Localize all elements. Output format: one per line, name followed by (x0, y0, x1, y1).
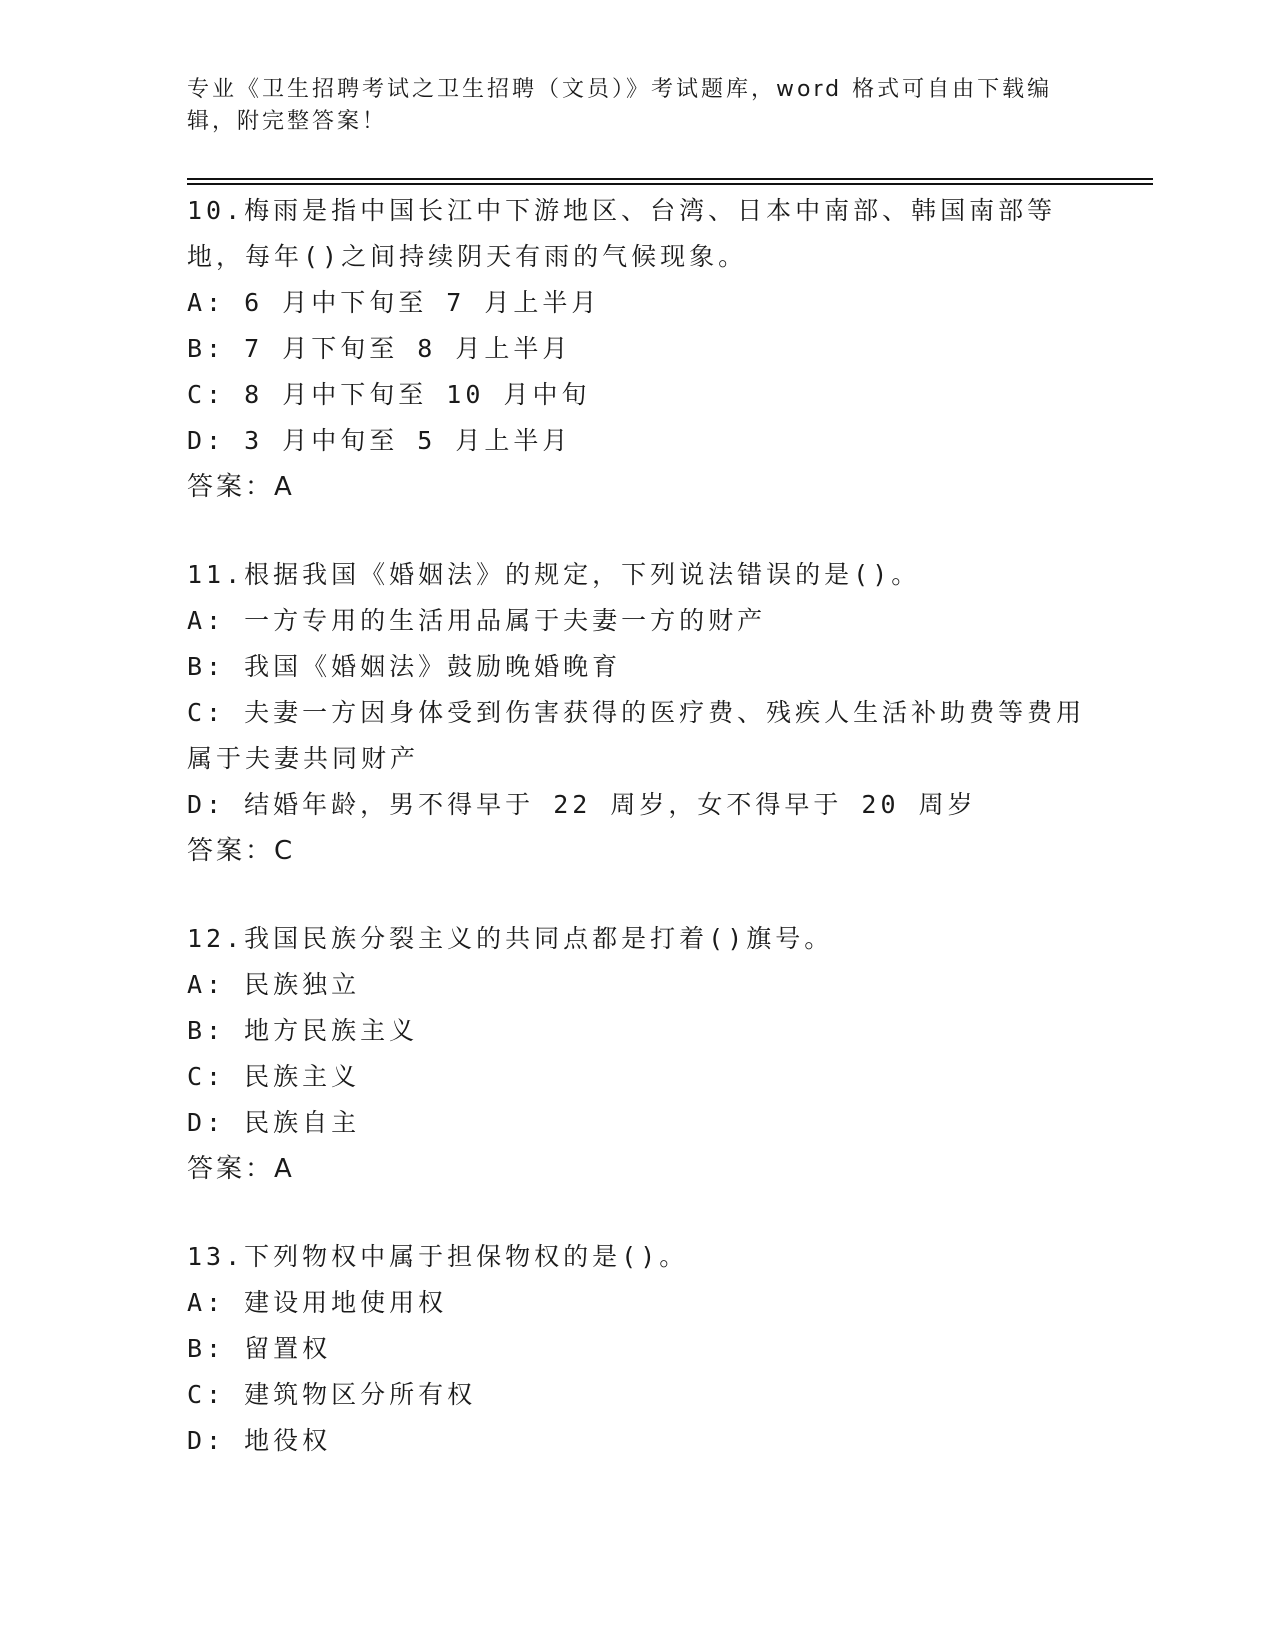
option-d: D: 结婚年龄，男不得早于 22 周岁，女不得早于 20 周岁 (187, 790, 977, 819)
document-header: 专业《卫生招聘考试之卫生招聘（文员）》考试题库，word 格式可自由下载编辑，附完整答案！ (187, 77, 1053, 134)
option-b: B: 地方民族主义 (187, 1016, 419, 1045)
option-d: D: 民族自主 (187, 1108, 361, 1137)
option-b: B: 我国《婚姻法》鼓励晚婚晚育 (187, 652, 622, 681)
option-a: A: 一方专用的生活用品属于夫妻一方的财产 (187, 606, 767, 635)
question-13 (187, 1234, 1087, 1464)
option-c: C: 民族主义 (187, 1062, 361, 1091)
question-stem: 10.梅雨是指中国长江中下游地区、台湾、日本中南部、韩国南部等地，每年()之间持续阴天有雨的气候现象。 (187, 196, 1057, 271)
header-divider-bottom (187, 183, 1153, 185)
question-10 (187, 188, 1087, 510)
option-c: C: 夫妻一方因身体受到伤害获得的医疗费、残疾人生活补助费等费用属于夫妻共同财产 (187, 698, 1086, 773)
header-divider-top (187, 178, 1153, 180)
option-d: D: 3 月中旬至 5 月上半月 (187, 426, 572, 455)
option-a: A: 建设用地使用权 (187, 1288, 448, 1317)
option-b: B: 7 月下旬至 8 月上半月 (187, 334, 572, 363)
question-stem: 11.根据我国《婚姻法》的规定，下列说法错误的是()。 (187, 560, 921, 589)
option-a: A: 民族独立 (187, 970, 361, 999)
question-stem: 12.我国民族分裂主义的共同点都是打着()旗号。 (187, 924, 834, 953)
option-c: C: 8 月中下旬至 10 月中旬 (187, 380, 591, 409)
question-11 (187, 552, 1087, 874)
answer: 答案：A (187, 1154, 295, 1184)
question-12 (187, 916, 1087, 1192)
answer: 答案：C (187, 836, 296, 866)
option-b: B: 留置权 (187, 1334, 332, 1363)
option-d: D: 地役权 (187, 1426, 332, 1455)
option-a: A: 6 月中下旬至 7 月上半月 (187, 288, 601, 317)
answer: 答案：A (187, 472, 295, 502)
question-stem: 13.下列物权中属于担保物权的是()。 (187, 1242, 689, 1271)
option-c: C: 建筑物区分所有权 (187, 1380, 477, 1409)
